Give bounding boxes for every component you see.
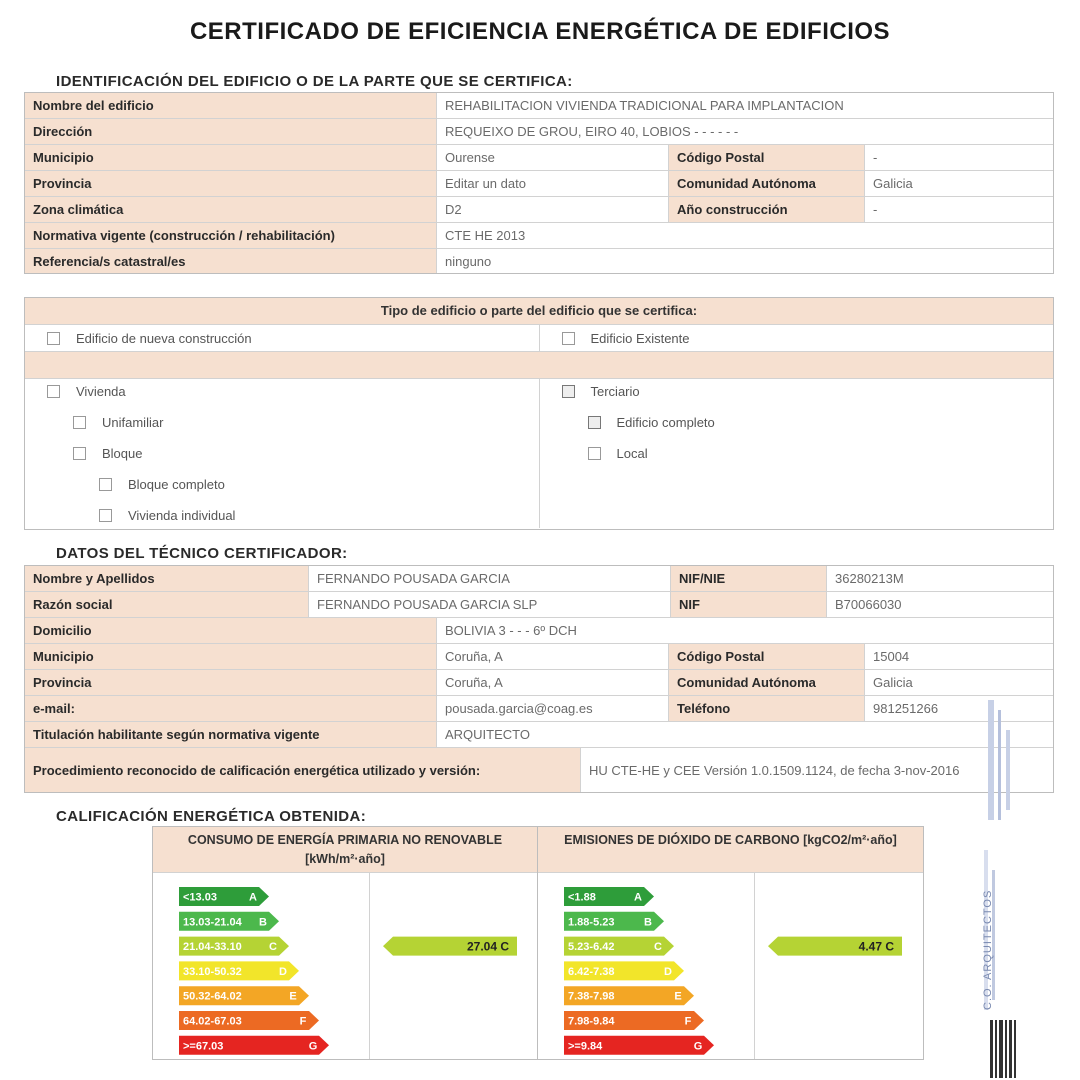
consumo-panel [153,827,538,1059]
value-comunidad-autonoma: Galicia [865,171,1053,196]
consumo-range-A: <13.03 [183,891,217,904]
consumo-band-G [179,1036,329,1055]
label-normativa: Normativa vigente (construcción / rehabilitación) [25,223,437,248]
checkbox-local[interactable] [588,447,601,460]
emisiones-letter-C: C [654,941,662,954]
value-municipio-tecnico: Coruña, A [437,644,669,669]
checkbox-edificio-completo[interactable] [588,416,601,429]
consumo-range-F: 64.02-67.03 [183,1015,242,1028]
value-domicilio: BOLIVIA 3 - - - 6º DCH [437,618,1053,643]
option-nueva-construccion[interactable]: Edificio de nueva construcción [25,325,540,351]
value-nombre-apellidos: FERNANDO POUSADA GARCIA [309,566,671,591]
value-comunidad-autonoma-tecnico: Galicia [865,670,1053,695]
consumo-band-F [179,1011,319,1030]
consumo-scale-graphic [153,873,538,1059]
label-codigo-postal-tecnico: Código Postal [669,644,865,669]
document-title: CERTIFICADO DE EFICIENCIA ENERGÉTICA DE EDIFICIOS [189,18,891,45]
emisiones-range-A: <1.88 [568,891,596,904]
building-type-section [24,297,1054,530]
energy-rating-panel [152,826,924,1060]
consumo-title: CONSUMO DE ENERGÍA PRIMARIA NO RENOVABLE [kWh/m²·año] [153,827,537,873]
consumo-range-B: 13.03-21.04 [183,916,242,929]
option-edificio-existente[interactable]: Edificio Existente [540,325,1054,351]
label-domicilio: Domicilio [25,618,437,643]
section-heading-calificacion: CALIFICACIÓN ENERGÉTICA OBTENIDA: [56,808,367,825]
terciario-column [540,379,1054,528]
consumo-rating-indicator [383,937,517,956]
checkbox-vivienda-individual[interactable] [99,509,112,522]
consumo-rating-value: 27.04 C [466,939,509,954]
emisiones-range-F: 7.98-9.84 [568,1015,615,1028]
option-terciario[interactable]: Terciario [562,384,640,399]
checkbox-bloque[interactable] [73,447,86,460]
consumo-band-E [179,986,309,1005]
checkbox-edificio-existente[interactable] [562,332,575,345]
label-nombre-edificio: Nombre del edificio [25,93,437,118]
value-telefono: 981251266 [865,696,1053,721]
consumo-letter-A: A [249,891,257,904]
value-direccion: REQUEIXO DE GROU, EIRO 40, LOBIOS - - - - - - [437,119,1053,144]
value-anio-construccion: - [865,197,1053,222]
label-telefono: Teléfono [669,696,865,721]
emisiones-panel [538,827,923,1059]
registry-stamp-text: C.O. ARQUITECTOS [982,889,994,1010]
emisiones-band-B [564,912,664,931]
emisiones-band-D [564,961,684,980]
consumo-band-B [179,912,279,931]
label-nif: NIF [671,592,827,617]
vivienda-column [25,379,540,528]
emisiones-rating-value: 4.47 C [858,939,894,954]
label-zona-climatica: Zona climática [25,197,437,222]
value-codigo-postal: - [865,145,1053,170]
emisiones-range-G: >=9.84 [568,1040,603,1053]
option-unifamiliar[interactable]: Unifamiliar [73,415,163,430]
emisiones-letter-A: A [634,891,642,904]
value-provincia-tecnico: Coruña, A [437,670,669,695]
value-referencia-catastral: ninguno [437,249,1053,273]
option-bloque[interactable]: Bloque [73,446,142,461]
value-procedimiento: HU CTE-HE y CEE Versión 1.0.1509.1124, de fecha 3-nov-2016 [581,748,1053,792]
label-nif-nie: NIF/NIE [671,566,827,591]
value-nif-nie: 36280213M [827,566,1053,591]
emisiones-letter-B: B [644,916,652,929]
option-local[interactable]: Local [588,446,648,461]
building-type-header: Tipo de edificio o parte del edificio que se certifica: [25,298,1053,325]
consumo-range-E: 50.32-64.02 [183,990,242,1003]
emisiones-band-A [564,887,654,906]
option-vivienda-individual[interactable]: Vivienda individual [99,508,235,523]
emisiones-range-D: 6.42-7.38 [568,965,615,978]
value-titulacion: ARQUITECTO [437,722,1053,747]
consumo-letter-E: E [289,990,297,1003]
checkbox-unifamiliar[interactable] [73,416,86,429]
checkbox-terciario[interactable] [562,385,575,398]
value-codigo-postal-tecnico: 15004 [865,644,1053,669]
consumo-range-C: 21.04-33.10 [183,941,242,954]
label-codigo-postal: Código Postal [669,145,865,170]
value-zona-climatica: D2 [437,197,669,222]
value-email: pousada.garcia@coag.es [437,696,669,721]
value-municipio: Ourense [437,145,669,170]
label-municipio: Municipio [25,145,437,170]
emisiones-letter-E: E [674,990,682,1003]
consumo-letter-D: D [279,965,287,978]
checkbox-bloque-completo[interactable] [99,478,112,491]
label-titulacion: Titulación habilitante según normativa vigente [25,722,437,747]
option-vivienda[interactable]: Vivienda [47,384,126,399]
value-razon-social: FERNANDO POUSADA GARCIA SLP [309,592,671,617]
consumo-letter-C: C [269,941,277,954]
registry-stamp-graphic [970,700,1030,1080]
section-heading-tecnico: DATOS DEL TÉCNICO CERTIFICADOR: [56,545,348,562]
emisiones-rating-indicator [768,937,902,956]
emisiones-letter-D: D [664,965,672,978]
label-razon-social: Razón social [25,592,309,617]
label-referencia-catastral: Referencia/s catastral/es [25,249,437,273]
option-bloque-completo[interactable]: Bloque completo [99,477,225,492]
consumo-range-D: 33.10-50.32 [183,965,242,978]
consumo-letter-F: F [299,1015,307,1028]
label-comunidad-autonoma: Comunidad Autónoma [669,171,865,196]
value-provincia: Editar un dato [437,171,669,196]
label-comunidad-autonoma-tecnico: Comunidad Autónoma [669,670,865,695]
technician-data-table [24,565,1054,793]
emisiones-letter-F: F [684,1015,692,1028]
value-normativa: CTE HE 2013 [437,223,1053,248]
emisiones-scale-graphic [538,873,923,1059]
checkbox-nueva-construccion[interactable] [47,332,60,345]
building-identification-table [24,92,1054,274]
emisiones-range-C: 5.23-6.42 [568,941,615,954]
value-nombre-edificio: REHABILITACION VIVIENDA TRADICIONAL PARA IMPLANTACION [437,93,1053,118]
label-provincia: Provincia [25,171,437,196]
consumo-letter-G: G [308,1040,318,1053]
section-heading-identificacion: IDENTIFICACIÓN DEL EDIFICIO O DE LA PARTE QUE SE CERTIFICA: [56,73,573,90]
value-nif: B70066030 [827,592,1053,617]
option-edificio-completo[interactable]: Edificio completo [588,415,715,430]
label-email: e-mail: [25,696,437,721]
emisiones-range-E: 7.38-7.98 [568,990,615,1003]
emisiones-title: EMISIONES DE DIÓXIDO DE CARBONO [kgCO2/m²·año] [538,827,923,873]
label-direccion: Dirección [25,119,437,144]
separator-band [25,352,1053,379]
label-nombre-apellidos: Nombre y Apellidos [25,566,309,591]
label-provincia-tecnico: Provincia [25,670,437,695]
emisiones-band-C [564,937,674,956]
label-anio-construccion: Año construcción [669,197,865,222]
label-procedimiento: Procedimiento reconocido de calificación energética utilizado y versión: [25,748,581,792]
emisiones-band-F [564,1011,704,1030]
emisiones-band-E [564,986,694,1005]
emisiones-letter-G: G [693,1040,703,1053]
emisiones-range-B: 1.88-5.23 [568,916,615,929]
consumo-band-D [179,961,299,980]
label-municipio-tecnico: Municipio [25,644,437,669]
consumo-letter-B: B [259,916,267,929]
consumo-band-C [179,937,289,956]
emisiones-band-G [564,1036,714,1055]
consumo-range-G: >=67.03 [183,1040,224,1053]
consumo-band-A [179,887,269,906]
checkbox-vivienda[interactable] [47,385,60,398]
